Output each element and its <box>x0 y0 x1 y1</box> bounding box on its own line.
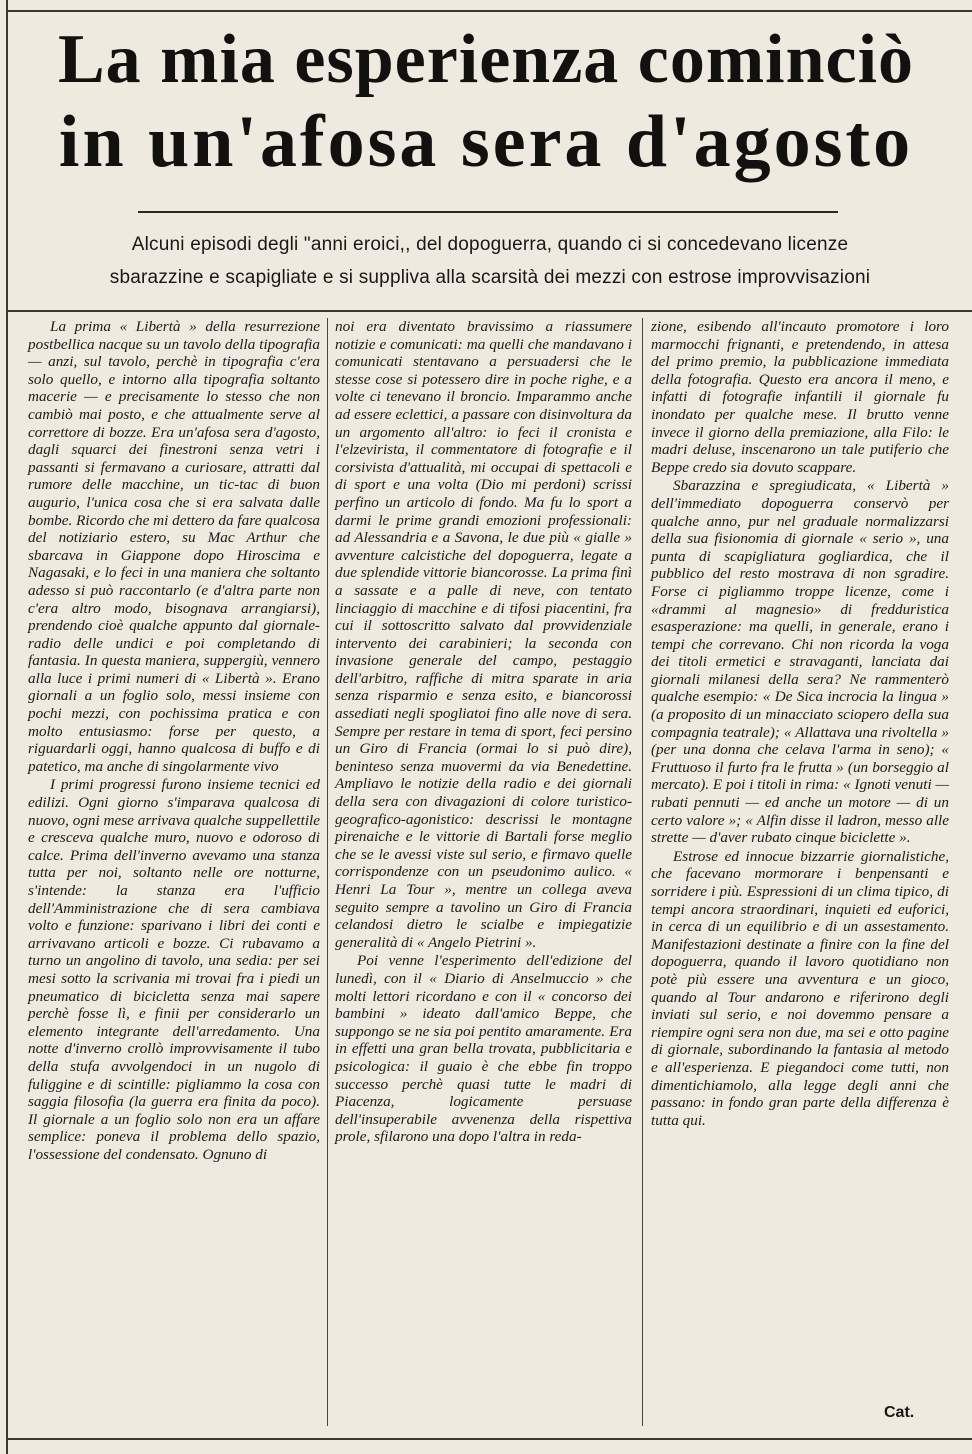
paragraph: Estrose ed innocue bizzarrie giornalistiche, che facevano mormorare i benpensanti e sorridere i più. Espressioni di un clima tipico, di tempi ancora straordinari, inquieti ed euforici, in cerca di un equilibrio e di un assestamento. Manifestazioni destinate a finire con la fine del dopoguerra, quando il lavoro quotidiano non potè più essere una avventura e un gioco, quando al Tour andarono e riferirono degli inviati sul serio, e noi dovemmo pensare a riempire ogni sera non due, ma sei e otto pagine di giornale, subordinando la fantasia al metodo e all'esperienza. E piegandoci come tutti, non dimentichiamolo, alla legge degli anni che passano: in fondo gran parte della differenza è tutta qui. <box>651 847 949 1129</box>
subheadline-line-1: Alcuni episodi degli "anni eroici,, del dopoguerra, quando ci si concedevano licenze <box>131 234 849 255</box>
article-column-2 <box>335 318 632 1146</box>
article-column-1 <box>28 318 320 1164</box>
column-divider <box>327 318 328 1426</box>
subheadline-line-2: sbarazzine e scapigliate e si suppliva alla scarsità dei mezzi con estrose improvvisazioni <box>109 267 871 288</box>
headline-line-2: in un'afosa sera d'agosto <box>58 101 914 183</box>
article-column-3 <box>651 318 949 1129</box>
author-signature: Cat. <box>884 1404 915 1421</box>
left-border <box>6 0 8 1454</box>
subheadline <box>40 228 940 294</box>
paragraph: Sbarazzina e spregiudicata, « Libertà » dell'immediato dopoguerra conservò per qualche anno, pur nel graduale normalizzarsi della sua fisionomia di giornale « serio », una punta di scapigliatura gogliardica, che il pubblico del resto mostrava di non sgradire. Forse ci pigliammo troppe licenze, come i «drammi al magnesio» di fredduristica esasperazione: ma quelli, in generale, erano i tempi che correvano. Chi non ricorda la voga dei titoli ermetici e stravaganti, lanciata dai giornali milanesi della sera? Ne rammenterò qualche esempio: « De Sica incrocia la lingua » (a proposito di un minacciato sciopero della sua compagnia teatrale); « Allattava una rivoltella » (per una donna che celava l'arma in seno); « Fruttuoso il furto fra le frutta » (un borseggio al mercato). E poi i titoli in rima: « Ignoti venuti — rubati pennuti — ed anche un motore — di un certo valore »; « Alfin disse il ladron, messo alle strette — d'aver rubato cinque biciclette ». <box>651 477 949 847</box>
paragraph: I primi progressi furono insieme tecnici ed edilizi. Ogni giorno s'imparava qualcosa di nuovo, ogni mese arrivava qualche suppellettile e cresceva qualche muro, nuovo e odoroso di calce. Prima dell'inverno avevamo una stanza tutta per noi, soltanto nelle ore notturne, s'intende: la stanza era l'ufficio dell'Amministrazione che di sera cambiava volto e funzione: sparivano i libri dei conti e arrivavano articoli e bozze. Ci rubavamo a turno un angolino di tavolo, una sedia: per sei mesi sotto la scrivania mi trovai fra i piedi un pneumatico di bicicletta senza mai sapere perchè fosse lì, e finii per considerarlo un elemento integrante dell'arredamento. Una notte d'inverno crollò improvvisamente il tubo della stufa avvolgendoci in un nugolo di fuliggine e di scintille: pigliammo la cosa con saggia filosofia (la guerra era finita da poco). Il giornale a un foglio solo non era un affare semplice: poneva il problema dello spazio, l'ossessione del condensato. Ognuno di <box>28 776 320 1163</box>
subheadline-rule <box>8 310 972 312</box>
paragraph: Poi venne l'esperimento dell'edizione del lunedì, con il « Diario di Anselmuccio » che molti lettori ricordano e con il « concorso dei bambini » ideato dall'amico Beppe, che suppongo se ne sia poi pentito amaramente. Era in effetti una gran bella trovata, pubblicitaria e psicologica: il guaio è che ebbe fin troppo successo perchè quasi tutte le madri di Piacenza, logicamente persuase dell'insuperabile avvenenza della rispettiva prole, sfilarono una dopo l'altra in reda- <box>335 952 632 1146</box>
paragraph: noi era diventato bravissimo a riassumere notizie e comunicati: ma quelli che mandavano i comunicati stentavano a persuadersi che le stesse cose si potessero dire in poche righe, e a volte ci tenevano il broncio. Imparammo anche ad essere eclettici, a passare con disinvoltura da un argomento all'altro: io feci il cronista e l'elzevirista, il commentatore di fotografie e il corsivista d'attualità, mi occupai di spettacoli e di sport e una volta (Dio mi perdoni) scrissi perfino un articolo di fondo. Ma fu lo sport a darmi le prime grandi emozioni professionali: ad Alessandria e a Savona, le due più « gialle » avventure calcistiche del dopoguerra, legate a due splendide vittorie biancorosse. La prima finì a sassate e a palle di neve, con tentato linciaggio di macchine e di tifosi piacentini, fra cui il sottoscritto salvato dal provvidenziale intervento dei carabinieri; la seconda con invasione generale del campo, pestaggio dell'arbitro, raffiche di mitra sparate in aria senza risparmio e senza esito, e biancorossi assediati negli spogliatoi fino alle nove di sera. Sempre per restare in tema di sport, feci persino un Giro di Francia (ormai lo si può dire), beninteso senza muovermi da via Benedettine. Ampliavo le notizie della radio e dei giornali della sera con divagazioni di colore turistico-geografico-agonistico: descrissi le montagne pirenaiche e le vittorie di Bartali forse meglio che se le avessi viste sul serio, e firmavo quelle corrispondenze con un pseudonimo aulico. « Henri La Tour », mentre un collega aveva seguito sempre a tavolino un Giro di Francia celandosi dietro le scialbe e impiegatizie generalità di « Angelo Pietrini ». <box>335 318 632 951</box>
headline <box>14 20 958 184</box>
headline-rule <box>138 211 838 213</box>
paragraph: zione, esibendo all'incauto promotore i loro marmocchi frignanti, e pretendendo, in attesa del primo premio, la pubblicazione immediata della fotografia. Questo era ancora il meno, e infatti di fotografie infantili il giornale fu inondato per qualche mese. Il brutto venne invece il giorno della premiazione, alla Filo: le madri deluse, inscenarono un tale putiferio che Beppe credo sia dovuto scappare. <box>651 318 949 476</box>
headline-line-1: La mia esperienza cominciò <box>57 21 915 98</box>
bottom-rule <box>8 1438 972 1440</box>
paragraph: La prima « Libertà » della resurrezione postbellica nacque su un tavolo della tipografia — anzi, sul tavolo, perchè in tipografia c'era solo quello, e intorno alla tipografia soltanto macerie — e precisamente lo stesso che non cambiò mai posto, e che attualmente serve al correttore di bozze. Era un'afosa sera d'agosto, dagli squarci dei finestroni senza vetri i passanti si fermavano a curiosare, attratti dal rumore delle macchine, un tic-tac di buon augurio, l'unica cosa che si era salvata dalle bombe. Ricordo che mi dettero da fare qualcosa del notiziario estero, su Mac Arthur che sbarcava in Giappone dopo Hiroscima e Nagasaki, e lo feci in una maniera che soltanto adesso si può raccontarlo (e d'altra parte non c'era altro modo, bisognava arrangiarsi), prendendo cioè qualche appunto dal giornale-radio delle undici e poi completando di fantasia. In questa maniera, suppergiù, vennero alla luce i primi numeri di « Libertà ». Erano giornali a un foglio solo, messi insieme con pochi mezzi, con pochissima pratica e con molto entusiasmo: forse per questo, a riguardarli oggi, hanno qualcosa di buffo e di patetico, ma anche di singolarmente vivo <box>28 318 320 775</box>
column-divider <box>642 318 643 1426</box>
top-rule <box>8 10 972 12</box>
